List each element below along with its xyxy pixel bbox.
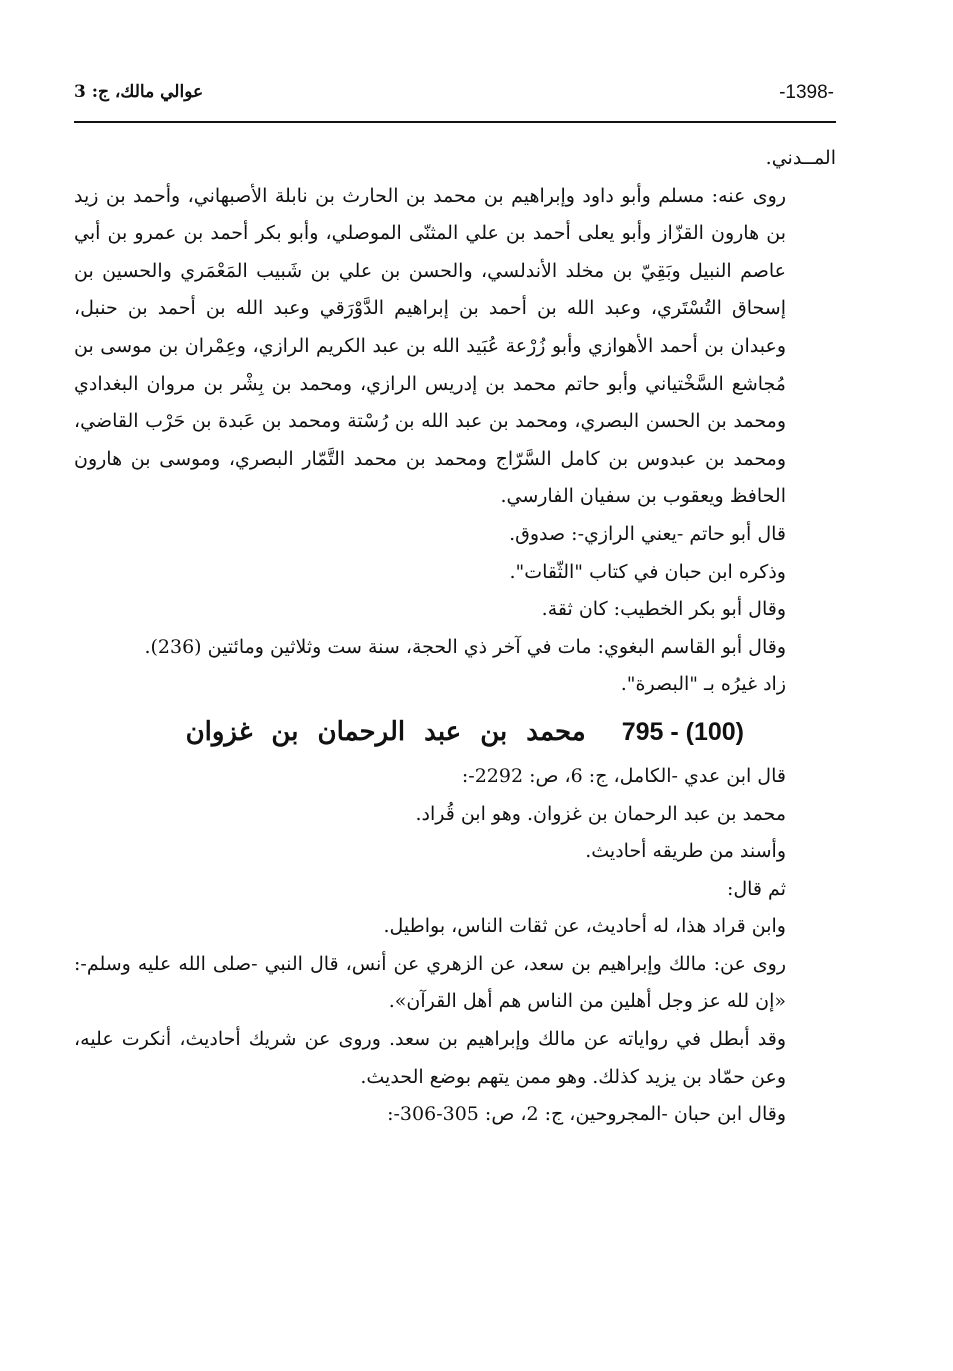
- paragraph: ثم قال:: [726, 877, 786, 900]
- paragraph: وابن قراد هذا، له أحاديث، عن ثقات الناس، بواطيل.: [383, 915, 786, 938]
- header-rule: [74, 121, 836, 123]
- paragraph: قال أبو حاتم -يعني الرازي-: صدوق.: [509, 522, 786, 545]
- paragraph: وقد أبطل في رواياته عن مالك وإبراهيم بن سعد. وروى عن شريك أحاديث، أنكرت عليه، وعن حمّاد بن يزيد كذلك. وهو ممن يتهم بوضع الحديث.: [74, 1028, 786, 1088]
- paragraph: وأسند من طريقه أحاديث.: [585, 840, 786, 863]
- paragraph: وقال أبو القاسم البغوي: مات في آخر ذي الحجة، سنة ست وثلاثين ومائتين (236).: [144, 635, 786, 658]
- page-number: -1398-: [779, 82, 834, 103]
- page-header: [74, 78, 834, 112]
- entry-name: محمد بن عبد الرحمان بن غزوان: [185, 716, 586, 747]
- paragraph: وذكره ابن حبان في كتاب "الثّقات".: [509, 560, 786, 583]
- entry-heading: [74, 710, 836, 754]
- paragraph: وقال أبو بكر الخطيب: كان ثقة.: [541, 598, 786, 621]
- paragraph: زاد غيرُه بـ "البصرة".: [620, 673, 786, 696]
- paragraph: روى عن: مالك وإبراهيم بن سعد، عن الزهري عن أنس، قال النبي -صلى الله عليه وسلم-: «إن لله عز وجل أهلين من الناس هم أهل القرآن».: [74, 952, 786, 1013]
- paragraph: محمد بن عبد الرحمان بن غزوان. وهو ابن قُراد.: [415, 802, 786, 825]
- body-text: [74, 140, 836, 1134]
- paragraph: قال ابن عدي -الكامل، ج: 6، ص: 2292-:: [461, 764, 786, 787]
- entry-number: 795 - (100): [621, 717, 744, 746]
- paragraph: روى عنه: مسلم وأبو داود وإبراهيم بن محمد بن الحارث بن نابلة الأصبهاني، وأحمد بن زيد بن هارون القزّاز وأبو يعلى أحمد بن علي المثنّى الموصلي، وأبو بكر أحمد بن عمرو بن أبي عاصم النبيل وبَقِيّ بن مخلد الأندلسي، والحسن بن علي بن شَبيب المَعْمَري والحسين بن إسحاق التُسْتَري، وعبد الله بن أحمد بن إبراهيم الدَّوْرَقي وعبد الله بن أحمد بن حنبل، وعبدان بن أحمد الأهوازي وأبو زُرْعة عُبَيد الله بن عبد الكريم الرازي، وعِمْران بن موسى بن مُجاشع السَّخْتياني وأبو حاتم محمد بن إدريس الرازي، ومحمد بن بِشْر بن مروان البغدادي ومحمد بن الحسن البصري، ومحمد بن عبد الله بن رُسْتة ومحمد بن عَبدة بن حَرْب القاضي، ومحمد بن عبدوس بن كامل السَّرّاج ومحمد بن محمد التَّمّار البصري، وموسى بن هارون الحافظ ويعقوب بن سفيان الفارسي.: [74, 184, 786, 508]
- paragraph: وقال ابن حبان -المجروحين، ج: 2، ص: 305-306-:: [387, 1103, 786, 1126]
- paragraph: المــدني.: [765, 147, 836, 169]
- running-title: عوالي مالك، ج: 3: [74, 82, 204, 102]
